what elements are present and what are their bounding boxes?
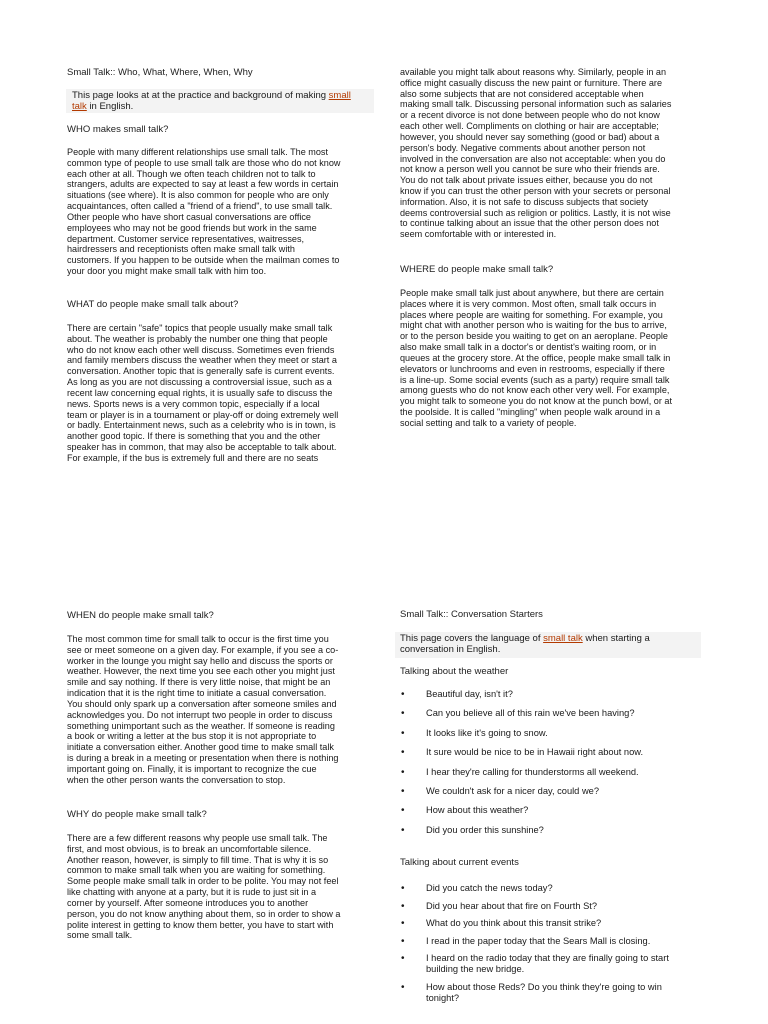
where-paragraph bbox=[400, 288, 710, 429]
paragraph-line: Other people who have short casual conversations are office bbox=[67, 211, 311, 222]
who-heading: WHO makes small talk? bbox=[67, 124, 169, 135]
list-item: • I hear they're calling for thunderstorms all weekend. bbox=[393, 767, 713, 778]
paragraph-line: places where it is very common. Most often, small talk occurs in bbox=[400, 298, 657, 309]
weather-list bbox=[393, 689, 713, 836]
why-heading: WHY do people make small talk? bbox=[67, 809, 207, 820]
paragraph-line: deems controversial such as religion or politics. Lastly, it is not wise bbox=[400, 207, 671, 218]
list-item: • I heard on the radio today that they are finally going to start building the new bridge. bbox=[393, 953, 713, 975]
paragraph-line: not know a person well you cannot be sure who their friends are. bbox=[400, 164, 660, 175]
paragraph-line: is during a break in a meeting or presentation when there is nothing bbox=[67, 752, 339, 763]
paragraph-line: conversation. Another topic that is generally safe is current events. bbox=[67, 366, 335, 377]
paragraph-line: news. Sports news is a very common topic, especially if a local bbox=[67, 398, 320, 409]
paragraph-line: each other well. Compliments on clothing or hair are acceptable; bbox=[400, 121, 659, 132]
paragraph-line: and family members discuss the weather when they meet or start a bbox=[67, 355, 337, 366]
paragraph-line: corner by yourself. After someone introduces you to another bbox=[67, 897, 309, 908]
paragraph-line: a book or writing a letter at the bus stop it is not appropriate to bbox=[67, 731, 317, 742]
paragraph-line: making small talk. Discussing personal information such as salaries bbox=[400, 99, 672, 110]
paragraph-line: common to make small talk when you are waiting for something. bbox=[67, 865, 326, 876]
paragraph-line: involved in the conversation are also not acceptable: when you do bbox=[400, 153, 666, 164]
starters-intro-box bbox=[395, 632, 701, 658]
paragraph-line: among guests who do not know each other very well. For example, bbox=[400, 385, 670, 396]
paragraph-line: queues at the grocery store. At the office, people make small talk in bbox=[400, 352, 671, 363]
paragraph-line: your door you might make small talk with him too. bbox=[67, 265, 267, 276]
paragraph-line: For example, if the bus is extremely full and there are no seats bbox=[67, 452, 319, 463]
what-heading: WHAT do people make small talk about? bbox=[67, 299, 239, 310]
paragraph-line: recent law concerning equal rights, it is usually safe to discuss the bbox=[67, 387, 333, 398]
paragraph-line: department. Customer service representatives, waitresses, bbox=[67, 233, 305, 244]
paragraph-line: about. The weather is probably the number one thing that people bbox=[67, 333, 328, 344]
paragraph-line: initiate a conversation either. Another good time to make small talk bbox=[67, 742, 334, 753]
paragraph-line: There are a few different reasons why people use small talk. The bbox=[67, 833, 328, 843]
list-item: • Did you hear about that fire on Fourth St? bbox=[393, 901, 713, 912]
paragraph-line: or badly. Entertainment news, such as a celebrity who is in town, is bbox=[67, 420, 336, 431]
paragraph-line: situations (see where). It is also common for people who are only bbox=[67, 190, 329, 201]
list-item: • Can you believe all of this rain we've been having? bbox=[393, 708, 713, 719]
list-item: • How about this weather? bbox=[393, 805, 713, 816]
paragraph-line: polite interest in getting to know them better, you have to start with bbox=[67, 919, 334, 930]
what-paragraph bbox=[67, 323, 372, 464]
paragraph-line: Another reason, however, is simply to fill time. That is why it is so bbox=[67, 854, 329, 865]
paragraph-line: acquaintances, often called a "friend of a friend", to use small talk. bbox=[67, 201, 333, 212]
right-paragraph bbox=[400, 67, 710, 240]
who-paragraph bbox=[67, 147, 372, 277]
paragraph-line: see or meet someone on a given day. For example, if you see a co- bbox=[67, 644, 339, 655]
paragraph-line: office might casually discuss the new paint or furniture. There are bbox=[400, 77, 663, 88]
paragraph-line: important going on. Finally, it is important to recognize the cue bbox=[67, 763, 317, 774]
paragraph-line: some small talk. bbox=[67, 930, 133, 941]
paragraph-line: There are certain "safe" topics that people usually make small talk bbox=[67, 323, 333, 333]
paragraph-line: first, and most obvious, is to break an uncomfortable silence. bbox=[67, 843, 312, 854]
paragraph-line: know if you can trust the other person with your secrets or personal bbox=[400, 185, 671, 196]
list-item: • It sure would be nice to be in Hawaii right about now. bbox=[393, 747, 713, 758]
paragraph-line: also some subjects that are not considered acceptable when bbox=[400, 88, 644, 99]
when-paragraph bbox=[67, 634, 372, 785]
paragraph-line: hairdressers and receptionists often make small talk with bbox=[67, 244, 295, 255]
where-heading: WHERE do people make small talk? bbox=[400, 264, 554, 275]
paragraph-line: The most common time for small talk to occur is the first time you bbox=[67, 634, 329, 644]
paragraph-line: acknowledges you. Do not interrupt two people in order to discuss bbox=[67, 709, 333, 720]
paragraph-line: to continue talking about an issue that the other person does not bbox=[400, 218, 659, 229]
events-heading: Talking about current events bbox=[400, 857, 519, 868]
page-title: Small Talk:: Who, What, Where, When, Why bbox=[67, 67, 253, 78]
paragraph-line: person's body. Negative comments about another person not bbox=[400, 142, 646, 153]
why-paragraph bbox=[67, 833, 372, 941]
paragraph-line: or to the person beside you waiting to get on an aeroplane. People bbox=[400, 331, 668, 342]
paragraph-line: elevators or lunchrooms and even in restrooms, especially if there bbox=[400, 363, 665, 374]
small-talk-link[interactable]: small talk bbox=[72, 90, 351, 112]
small-talk-link[interactable]: small talk bbox=[543, 633, 583, 644]
paragraph-line: Some people make small talk in order to be polite. You may not feel bbox=[67, 876, 339, 887]
intro-suffix: in English. bbox=[86, 101, 134, 112]
paragraph-line: when the other person wants the conversation to stop. bbox=[67, 774, 286, 785]
list-item: • I read in the paper today that the Sears Mall is closing. bbox=[393, 936, 713, 947]
paragraph-line: available you might talk about reasons why. Similarly, people in an bbox=[400, 67, 667, 77]
paragraph-line: who do not know each other well discuss. Sometimes even friends bbox=[67, 344, 335, 355]
paragraph-line: employees who may not be good friends but work in the same bbox=[67, 222, 317, 233]
paragraph-line: speaker has in common, that may also be acceptable to talk about. bbox=[67, 441, 337, 452]
list-item: • Beautiful day, isn't it? bbox=[393, 689, 713, 700]
paragraph-line: the poolside. It is called "mingling" when people walk around in a bbox=[400, 406, 661, 417]
paragraph-line: also make small talk in a doctor's or dentist's waiting room, or in bbox=[400, 342, 657, 353]
paragraph-line: strangers, adults are expected to say at least a few words in certain bbox=[67, 179, 339, 190]
paragraph-line: or a recent divorce is not done between people who do not know bbox=[400, 110, 660, 121]
paragraph-line: might chat with another person who is waiting for the bus to arrive, bbox=[400, 320, 667, 331]
list-item: • Did you catch the news today? bbox=[393, 883, 713, 894]
weather-heading: Talking about the weather bbox=[400, 666, 509, 677]
list-item: • Did you order this sunshine? bbox=[393, 825, 713, 836]
paragraph-line: you might talk to someone you do not know at the punch bowl, or at bbox=[400, 396, 672, 407]
paragraph-line: team or player is in a tournament or play-off or doing extremely well bbox=[67, 409, 339, 420]
paragraph-line: weather. However, the next time you see each other you might just bbox=[67, 666, 335, 677]
starters-intro-text: This page covers the language of bbox=[400, 633, 544, 644]
intro-box bbox=[66, 89, 374, 113]
starters-title: Small Talk:: Conversation Starters bbox=[400, 609, 543, 620]
when-heading: WHEN do people make small talk? bbox=[67, 610, 214, 621]
paragraph-line: social setting and talk to a variety of people. bbox=[400, 417, 577, 428]
paragraph-line: something unimportant such as the weather. If someone is reading bbox=[67, 720, 335, 731]
paragraph-line: however, you should never say something (good or bad) about a bbox=[400, 131, 660, 142]
paragraph-line: People make small talk just about anywhere, but there are certain bbox=[400, 288, 664, 298]
list-item: • It looks like it's going to snow. bbox=[393, 728, 713, 739]
paragraph-line: common type of people to use small talk are those who do not know bbox=[67, 157, 341, 168]
paragraph-line: worker in the lounge you might say hello and discuss the sports or bbox=[67, 655, 333, 666]
paragraph-line: indication that it is the right time to initiate a casual conversation. bbox=[67, 688, 327, 699]
list-item: • We couldn't ask for a nicer day, could we? bbox=[393, 786, 713, 797]
paragraph-line: You do not talk about private issues either, because you do not bbox=[400, 175, 653, 186]
paragraph-line: seem comfortable with or interested in. bbox=[400, 229, 557, 240]
paragraph-line: customers. If you happen to be outside when the mailman comes to bbox=[67, 255, 340, 266]
paragraph-line: person, you do not know anything about them, so in order to show a bbox=[67, 908, 341, 919]
paragraph-line: another good topic. If there is something that you and the other bbox=[67, 431, 321, 442]
starters-intro-line2: conversation in English. bbox=[400, 644, 501, 655]
events-list bbox=[393, 883, 713, 1004]
paragraph-line: smile and say nothing. If there is very little noise, that might be an bbox=[67, 677, 331, 688]
paragraph-line: information. Also, it is not safe to discuss subjects that society bbox=[400, 196, 649, 207]
list-item: • What do you think about this transit strike? bbox=[393, 918, 713, 929]
paragraph-line: places where people are waiting for something. For example, you bbox=[400, 309, 663, 320]
paragraph-line: You should only spark up a conversation after someone smiles and bbox=[67, 698, 337, 709]
paragraph-line: People with many different relationships use small talk. The most bbox=[67, 147, 328, 157]
paragraph-line: each other at all. Though we often teach children not to talk to bbox=[67, 168, 316, 179]
paragraph-line: As long as you are not discussing a controversial issue, such as a bbox=[67, 377, 332, 388]
list-item: • How about those Reds? Do you think they're going to win tonight? bbox=[393, 982, 713, 1004]
paragraph-line: like chatting with anyone at a party, but it is rude to just sit in a bbox=[67, 887, 317, 898]
paragraph-line: is a line-up. Some social events (such as a party) require small talk bbox=[400, 374, 670, 385]
starters-intro-mid: when starting a bbox=[582, 633, 650, 644]
intro-text: This page looks at at the practice and background of making bbox=[72, 90, 329, 101]
